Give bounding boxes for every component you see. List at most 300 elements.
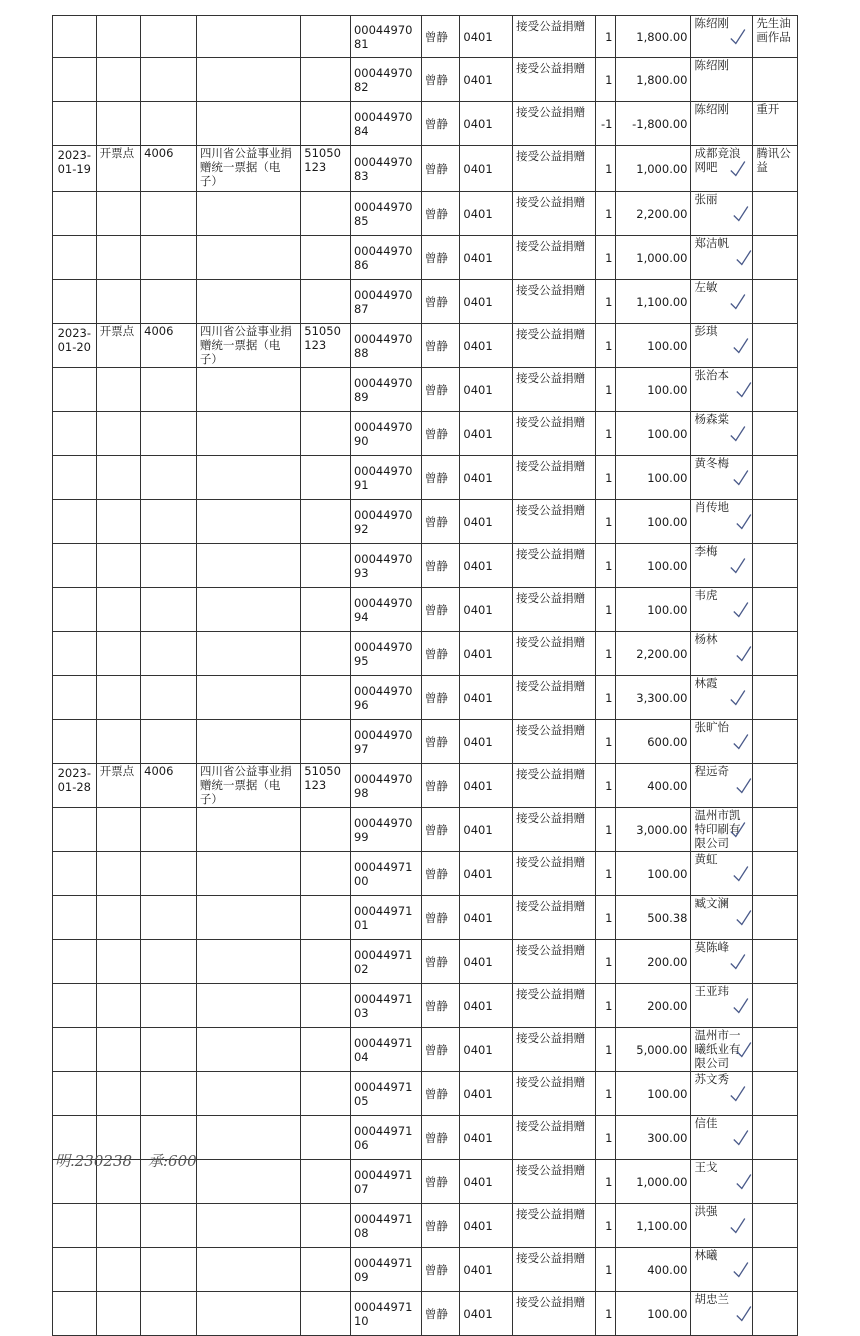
- date-cell: [53, 588, 97, 632]
- date-cell-text: 2023-01-19: [57, 148, 91, 176]
- ticket-code-cell-text: 51050123: [304, 764, 341, 792]
- point-cell: [96, 146, 141, 192]
- handwritten-note-right: 承:600: [148, 1152, 197, 1170]
- point-cell: [96, 1204, 141, 1248]
- ticket-code-cell: [301, 192, 351, 236]
- point-code-cell-text: 4006: [144, 146, 174, 160]
- ticket-code-cell: [301, 280, 351, 324]
- note-cell: [753, 102, 798, 146]
- point-cell: [96, 368, 141, 412]
- quantity-cell: [596, 500, 616, 544]
- point-code-cell: [141, 324, 197, 368]
- category-code-cell-text: 0401: [463, 998, 493, 1013]
- amount-cell-text: 100.00: [647, 558, 688, 573]
- operator-cell: [421, 676, 460, 720]
- operator-cell: [421, 500, 460, 544]
- operator-cell-text: 曾静: [424, 822, 448, 837]
- note-cell: [753, 500, 798, 544]
- quantity-cell-text: 1: [605, 338, 613, 353]
- table-row: [53, 852, 798, 896]
- category-code-cell: [460, 1116, 513, 1160]
- donor-cell: [691, 676, 753, 720]
- amount-cell-text: 100.00: [647, 1086, 688, 1101]
- ticket-type-cell: [196, 102, 300, 146]
- note-cell: [753, 984, 798, 1028]
- item-cell: [513, 808, 596, 852]
- note-cell: [753, 896, 798, 940]
- operator-cell-text: 曾静: [424, 998, 448, 1013]
- ticket-type-cell: [196, 1292, 300, 1336]
- quantity-cell-text: 1: [605, 1086, 613, 1101]
- item-cell: [513, 1292, 596, 1336]
- invoice-number-cell-text: 0004497090: [353, 419, 413, 448]
- quantity-cell: [596, 456, 616, 500]
- invoice-number-cell: [350, 16, 421, 58]
- table-row: [53, 236, 798, 280]
- item-cell-text: 接受公益捐赠: [516, 327, 586, 341]
- category-code-cell: [460, 456, 513, 500]
- donor-cell: [691, 1028, 753, 1072]
- table-row: [53, 1292, 798, 1336]
- operator-cell-text: 曾静: [424, 250, 448, 265]
- ticket-type-cell: [196, 1204, 300, 1248]
- table-row: [53, 632, 798, 676]
- point-cell: [96, 544, 141, 588]
- donor-cell: [691, 896, 753, 940]
- category-code-cell: [460, 102, 513, 146]
- quantity-cell-text: 1: [605, 690, 613, 705]
- amount-cell-text: 400.00: [647, 778, 688, 793]
- date-cell: [53, 456, 97, 500]
- donor-cell: [691, 544, 753, 588]
- donor-cell-text: 信佳: [694, 1116, 718, 1130]
- invoice-number-cell: [350, 192, 421, 236]
- category-code-cell: [460, 16, 513, 58]
- category-code-cell: [460, 58, 513, 102]
- category-code-cell: [460, 896, 513, 940]
- operator-cell: [421, 764, 460, 808]
- amount-cell-text: 100.00: [647, 470, 688, 485]
- donor-cell: [691, 456, 753, 500]
- quantity-cell: [596, 412, 616, 456]
- donor-cell: [691, 192, 753, 236]
- note-cell: [753, 1116, 798, 1160]
- quantity-cell-text: 1: [605, 910, 613, 925]
- item-cell: [513, 456, 596, 500]
- donor-cell: [691, 764, 753, 808]
- donor-cell-text: 臧文澜: [694, 896, 729, 910]
- operator-cell: [421, 544, 460, 588]
- quantity-cell-text: 1: [605, 866, 613, 881]
- invoice-number-cell-text: 0004497103: [353, 991, 413, 1020]
- operator-cell: [421, 808, 460, 852]
- donor-cell-text: 温州市凯特印刷有限公司: [694, 808, 741, 850]
- item-cell-text: 接受公益捐赠: [516, 943, 586, 957]
- note-cell: [753, 1028, 798, 1072]
- operator-cell-text: 曾静: [424, 294, 448, 309]
- amount-cell-text: 600.00: [647, 734, 688, 749]
- operator-cell-text: 曾静: [424, 382, 448, 397]
- item-cell-text: 接受公益捐赠: [516, 105, 586, 119]
- item-cell: [513, 1248, 596, 1292]
- amount-cell-text: 1,800.00: [636, 29, 688, 44]
- item-cell: [513, 1204, 596, 1248]
- quantity-cell-text: 1: [605, 954, 613, 969]
- note-cell: [753, 368, 798, 412]
- category-code-cell: [460, 940, 513, 984]
- category-code-cell: [460, 1072, 513, 1116]
- amount-cell: [616, 192, 691, 236]
- category-code-cell-text: 0401: [463, 1218, 493, 1233]
- operator-cell: [421, 58, 460, 102]
- note-cell: [753, 720, 798, 764]
- amount-cell-text: 200.00: [647, 998, 688, 1013]
- invoice-number-cell-text: 0004497094: [353, 595, 413, 624]
- quantity-cell-text: 1: [605, 1306, 613, 1321]
- amount-cell: [616, 632, 691, 676]
- operator-cell: [421, 16, 460, 58]
- operator-cell: [421, 146, 460, 192]
- note-cell: [753, 192, 798, 236]
- operator-cell-text: 曾静: [424, 646, 448, 661]
- note-cell: [753, 764, 798, 808]
- quantity-cell-text: 1: [605, 1042, 613, 1057]
- item-cell: [513, 1116, 596, 1160]
- invoice-number-cell: [350, 1116, 421, 1160]
- invoice-number-cell-text: 0004497109: [353, 1255, 413, 1284]
- note-cell: [753, 1292, 798, 1336]
- ticket-type-cell-text: 四川省公益事业捐赠统一票据（电子）: [199, 146, 292, 188]
- point-code-cell: [141, 146, 197, 192]
- point-cell: [96, 58, 141, 102]
- category-code-cell-text: 0401: [463, 1174, 493, 1189]
- invoice-number-cell: [350, 852, 421, 896]
- operator-cell-text: 曾静: [424, 29, 448, 44]
- operator-cell: [421, 1116, 460, 1160]
- donor-cell: [691, 16, 753, 58]
- operator-cell-text: 曾静: [424, 338, 448, 353]
- point-cell: [96, 896, 141, 940]
- point-cell: [96, 676, 141, 720]
- quantity-cell-text: 1: [605, 822, 613, 837]
- quantity-cell: [596, 676, 616, 720]
- quantity-cell: [596, 368, 616, 412]
- operator-cell-text: 曾静: [424, 1086, 448, 1101]
- quantity-cell: [596, 808, 616, 852]
- quantity-cell-text: 1: [605, 1262, 613, 1277]
- donor-cell-text: 张旷怡: [694, 720, 729, 734]
- invoice-number-cell: [350, 676, 421, 720]
- donor-cell-text: 莫陈峰: [694, 940, 729, 954]
- quantity-cell: [596, 280, 616, 324]
- amount-cell-text: 5,000.00: [636, 1042, 688, 1057]
- amount-cell-text: 100.00: [647, 338, 688, 353]
- point-code-cell: [141, 500, 197, 544]
- invoice-number-cell-text: 0004497099: [353, 815, 413, 844]
- item-cell-text: 接受公益捐赠: [516, 811, 586, 825]
- table-row: [53, 1204, 798, 1248]
- ticket-code-cell: [301, 764, 351, 808]
- table-row: [53, 720, 798, 764]
- donor-cell: [691, 1292, 753, 1336]
- donation-ledger-table: [52, 15, 798, 1336]
- quantity-cell: [596, 192, 616, 236]
- quantity-cell: [596, 984, 616, 1028]
- item-cell: [513, 676, 596, 720]
- item-cell-text: 接受公益捐赠: [516, 1251, 586, 1265]
- ticket-code-cell: [301, 16, 351, 58]
- operator-cell-text: 曾静: [424, 690, 448, 705]
- point-code-cell: [141, 102, 197, 146]
- point-cell: [96, 16, 141, 58]
- date-cell: [53, 808, 97, 852]
- table-row: [53, 16, 798, 58]
- item-cell-text: 接受公益捐赠: [516, 855, 586, 869]
- invoice-number-cell-text: 0004497096: [353, 683, 413, 712]
- item-cell: [513, 1160, 596, 1204]
- invoice-number-cell-text: 0004497108: [353, 1211, 413, 1240]
- quantity-cell: [596, 1160, 616, 1204]
- invoice-number-cell: [350, 324, 421, 368]
- operator-cell: [421, 632, 460, 676]
- operator-cell: [421, 588, 460, 632]
- item-cell: [513, 102, 596, 146]
- note-cell: [753, 852, 798, 896]
- ticket-code-cell: [301, 1116, 351, 1160]
- amount-cell: [616, 368, 691, 412]
- ticket-type-cell: [196, 940, 300, 984]
- category-code-cell-text: 0401: [463, 1262, 493, 1277]
- amount-cell-text: 1,800.00: [636, 72, 688, 87]
- category-code-cell: [460, 588, 513, 632]
- amount-cell-text: 2,200.00: [636, 646, 688, 661]
- table-row: [53, 102, 798, 146]
- ticket-type-cell: [196, 852, 300, 896]
- ticket-code-cell: [301, 544, 351, 588]
- quantity-cell-text: 1: [605, 778, 613, 793]
- ticket-code-cell: [301, 1028, 351, 1072]
- date-cell: [53, 764, 97, 808]
- ticket-code-cell-text: 51050123: [304, 324, 341, 352]
- item-cell: [513, 146, 596, 192]
- item-cell-text: 接受公益捐赠: [516, 415, 586, 429]
- donor-cell: [691, 984, 753, 1028]
- item-cell: [513, 720, 596, 764]
- amount-cell: [616, 1160, 691, 1204]
- table-row: [53, 368, 798, 412]
- category-code-cell-text: 0401: [463, 1130, 493, 1145]
- item-cell-text: 接受公益捐赠: [516, 239, 586, 253]
- operator-cell: [421, 412, 460, 456]
- item-cell-text: 接受公益捐赠: [516, 371, 586, 385]
- donor-cell-text: 温州市一曦纸业有限公司: [694, 1028, 741, 1070]
- donor-cell-text: 李梅: [694, 544, 718, 558]
- amount-cell: [616, 720, 691, 764]
- note-cell-text: 先生油画作品: [756, 16, 791, 44]
- donor-cell: [691, 58, 753, 102]
- category-code-cell-text: 0401: [463, 778, 493, 793]
- point-cell: [96, 808, 141, 852]
- operator-cell-text: 曾静: [424, 558, 448, 573]
- invoice-number-cell: [350, 368, 421, 412]
- ticket-type-cell: [196, 324, 300, 368]
- category-code-cell-text: 0401: [463, 910, 493, 925]
- item-cell-text: 接受公益捐赠: [516, 635, 586, 649]
- operator-cell: [421, 280, 460, 324]
- category-code-cell-text: 0401: [463, 954, 493, 969]
- ticket-code-cell: [301, 146, 351, 192]
- category-code-cell: [460, 280, 513, 324]
- item-cell: [513, 192, 596, 236]
- quantity-cell-text: 1: [605, 558, 613, 573]
- quantity-cell-text: 1: [605, 998, 613, 1013]
- item-cell: [513, 764, 596, 808]
- amount-cell: [616, 102, 691, 146]
- invoice-number-cell-text: 0004497105: [353, 1079, 413, 1108]
- amount-cell-text: 1,000.00: [636, 161, 688, 176]
- point-code-cell: [141, 896, 197, 940]
- ticket-code-cell: [301, 720, 351, 764]
- category-code-cell: [460, 852, 513, 896]
- point-cell: [96, 236, 141, 280]
- operator-cell-text: 曾静: [424, 470, 448, 485]
- invoice-number-cell: [350, 764, 421, 808]
- operator-cell: [421, 940, 460, 984]
- table-row: [53, 412, 798, 456]
- quantity-cell: [596, 544, 616, 588]
- operator-cell: [421, 984, 460, 1028]
- point-code-cell: [141, 940, 197, 984]
- operator-cell: [421, 1204, 460, 1248]
- category-code-cell-text: 0401: [463, 734, 493, 749]
- donor-cell-text: 苏文秀: [694, 1072, 729, 1086]
- point-cell: [96, 1028, 141, 1072]
- invoice-number-cell-text: 0004497093: [353, 551, 413, 580]
- date-cell: [53, 940, 97, 984]
- item-cell-text: 接受公益捐赠: [516, 19, 586, 33]
- point-code-cell: [141, 588, 197, 632]
- note-cell: [753, 676, 798, 720]
- amount-cell-text: 100.00: [647, 602, 688, 617]
- point-cell-text: 开票点: [99, 764, 135, 778]
- donor-cell: [691, 102, 753, 146]
- invoice-number-cell-text: 0004497085: [353, 199, 413, 228]
- ticket-type-cell: [196, 1028, 300, 1072]
- amount-cell: [616, 1116, 691, 1160]
- item-cell: [513, 412, 596, 456]
- category-code-cell-text: 0401: [463, 294, 493, 309]
- item-cell-text: 接受公益捐赠: [516, 987, 586, 1001]
- quantity-cell-text: 1: [605, 250, 613, 265]
- invoice-number-cell: [350, 412, 421, 456]
- item-cell: [513, 632, 596, 676]
- item-cell-text: 接受公益捐赠: [516, 283, 586, 297]
- operator-cell-text: 曾静: [424, 72, 448, 87]
- ticket-type-cell: [196, 544, 300, 588]
- quantity-cell-text: 1: [605, 382, 613, 397]
- invoice-number-cell: [350, 720, 421, 764]
- quantity-cell: [596, 1204, 616, 1248]
- point-cell: [96, 764, 141, 808]
- table-row: [53, 764, 798, 808]
- donor-cell: [691, 236, 753, 280]
- date-cell: [53, 1028, 97, 1072]
- category-code-cell: [460, 1204, 513, 1248]
- donor-cell: [691, 720, 753, 764]
- quantity-cell: [596, 1116, 616, 1160]
- ticket-type-cell: [196, 58, 300, 102]
- note-cell: [753, 1072, 798, 1116]
- invoice-number-cell-text: 0004497083: [353, 154, 413, 183]
- amount-cell: [616, 808, 691, 852]
- point-code-cell: [141, 192, 197, 236]
- ticket-type-cell-text: 四川省公益事业捐赠统一票据（电子）: [199, 324, 292, 366]
- date-cell-text: 2023-01-20: [57, 326, 91, 354]
- quantity-cell: [596, 1292, 616, 1336]
- ticket-code-cell: [301, 324, 351, 368]
- ticket-code-cell: [301, 456, 351, 500]
- category-code-cell: [460, 984, 513, 1028]
- invoice-number-cell-text: 0004497082: [353, 65, 413, 94]
- donor-cell-text: 陈绍刚: [694, 16, 729, 30]
- quantity-cell-text: 1: [605, 1218, 613, 1233]
- operator-cell: [421, 236, 460, 280]
- date-cell: [53, 632, 97, 676]
- item-cell: [513, 544, 596, 588]
- note-cell: [753, 236, 798, 280]
- amount-cell: [616, 1072, 691, 1116]
- category-code-cell: [460, 544, 513, 588]
- invoice-number-cell: [350, 1204, 421, 1248]
- category-code-cell: [460, 764, 513, 808]
- ticket-code-cell: [301, 500, 351, 544]
- donor-cell-text: 陈绍刚: [694, 58, 729, 72]
- note-cell: [753, 632, 798, 676]
- quantity-cell: [596, 720, 616, 764]
- amount-cell: [616, 588, 691, 632]
- donor-cell-text: 洪强: [694, 1204, 718, 1218]
- invoice-number-cell: [350, 940, 421, 984]
- item-cell-text: 接受公益捐赠: [516, 1075, 586, 1089]
- ticket-type-cell: [196, 632, 300, 676]
- note-cell: [753, 1160, 798, 1204]
- date-cell: [53, 720, 97, 764]
- point-code-cell: [141, 1028, 197, 1072]
- point-cell: [96, 500, 141, 544]
- handwritten-note-left: 明.230238: [55, 1152, 133, 1170]
- table-row: [53, 896, 798, 940]
- table-row: [53, 1072, 798, 1116]
- category-code-cell-text: 0401: [463, 822, 493, 837]
- item-cell-text: 接受公益捐赠: [516, 723, 586, 737]
- note-cell: [753, 940, 798, 984]
- amount-cell-text: 1,100.00: [636, 294, 688, 309]
- quantity-cell-text: 1: [605, 514, 613, 529]
- invoice-number-cell-text: 0004497095: [353, 639, 413, 668]
- point-code-cell: [141, 280, 197, 324]
- date-cell: [53, 146, 97, 192]
- category-code-cell-text: 0401: [463, 382, 493, 397]
- point-code-cell: [141, 236, 197, 280]
- ticket-type-cell: [196, 588, 300, 632]
- quantity-cell: [596, 236, 616, 280]
- date-cell: [53, 852, 97, 896]
- donor-cell: [691, 146, 753, 192]
- invoice-number-cell-text: 0004497091: [353, 463, 413, 492]
- operator-cell: [421, 1292, 460, 1336]
- date-cell: [53, 236, 97, 280]
- note-cell: [753, 324, 798, 368]
